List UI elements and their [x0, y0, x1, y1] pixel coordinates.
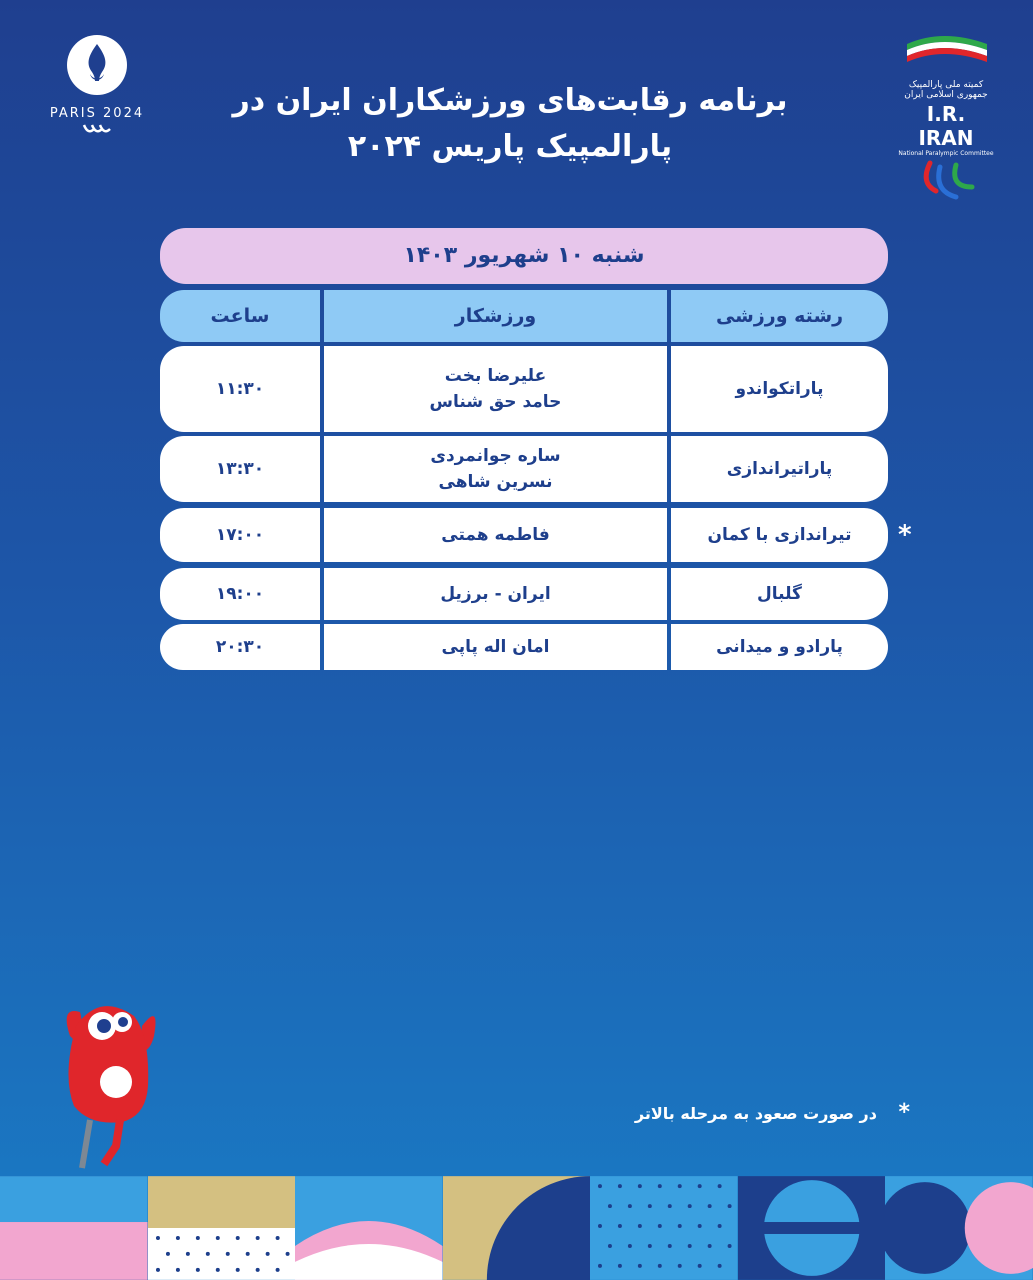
title-line-2: پارالمپیک پاریس ۲۰۲۴ — [347, 129, 673, 164]
table-row — [160, 568, 888, 620]
time-cell: ۲۰:۳۰ — [160, 624, 320, 670]
sport-cell: تیراندازی با کمان — [671, 508, 888, 562]
paris-flame-icon — [66, 34, 128, 96]
athlete-cell — [324, 346, 667, 432]
iran-logo-name: I.R. IRAN — [918, 102, 974, 150]
athlete-cell: ایران - برزیل — [324, 568, 667, 620]
athlete-name: ساره جوانمردی — [430, 446, 561, 466]
date-bar: شنبه ۱۰ شهریور ۱۴۰۳ — [160, 228, 888, 284]
iran-npc-logo — [896, 30, 996, 207]
iran-logo-subtitle-en: National Paralympic Committee — [898, 150, 994, 157]
pattern-tile — [590, 1176, 738, 1280]
pattern-tile — [148, 1176, 296, 1280]
athlete-cell: فاطمه همتی — [324, 508, 667, 562]
pattern-tile — [295, 1176, 443, 1280]
athlete-cell: امان اله پاپی — [324, 624, 667, 670]
time-cell: ۱۱:۳۰ — [160, 346, 320, 432]
table-row — [160, 346, 888, 432]
asterisk-mark: * — [898, 520, 912, 550]
paralympic-agitos-icon — [916, 157, 976, 203]
page-title — [230, 78, 790, 170]
column-header-time: ساعت — [160, 290, 320, 342]
time-cell: ۱۳:۳۰ — [160, 436, 320, 502]
footnote — [560, 1100, 910, 1125]
athlete-cell — [324, 436, 667, 502]
title-line-1: برنامه رقابت‌های ورزشکاران ایران در — [232, 83, 788, 118]
footnote-asterisk: * — [898, 1100, 910, 1125]
pattern-tile — [443, 1176, 591, 1280]
sport-cell: پاراتکواندو — [671, 346, 888, 432]
footnote-text: در صورت صعود به مرحله بالاتر — [634, 1104, 877, 1123]
pattern-tile — [885, 1176, 1033, 1280]
pattern-tile — [0, 1176, 148, 1280]
athlete-name: علیرضا بخت — [444, 366, 547, 386]
athlete-name: نسرین شاهی — [438, 472, 553, 492]
table-row — [160, 436, 888, 502]
athlete-name: حامد حق شناس — [429, 392, 562, 412]
iran-logo-subtitle-fa: کمیته ملی پارالمپیک جمهوری اسلامی ایران — [904, 80, 988, 100]
table-header-row — [160, 290, 888, 342]
time-cell: ۱۹:۰۰ — [160, 568, 320, 620]
table-row — [160, 624, 888, 670]
agitos-small-icon — [80, 121, 114, 137]
paris-2024-logo — [42, 34, 152, 141]
table-row — [160, 508, 888, 562]
column-header-athlete: ورزشکار — [324, 290, 667, 342]
sport-cell: گلبال — [671, 568, 888, 620]
iran-flag-icon — [903, 30, 989, 72]
pattern-tile — [738, 1176, 886, 1280]
phryge-mascot-icon — [50, 996, 170, 1196]
paris-logo-text: PARIS 2024 — [49, 106, 145, 121]
column-header-sport: رشته ورزشی — [671, 290, 888, 342]
sport-cell: پاراتیراندازی — [671, 436, 888, 502]
time-cell: ۱۷:۰۰ — [160, 508, 320, 562]
decorative-footer-pattern — [0, 1176, 1033, 1280]
sport-cell: پارادو و میدانی — [671, 624, 888, 670]
